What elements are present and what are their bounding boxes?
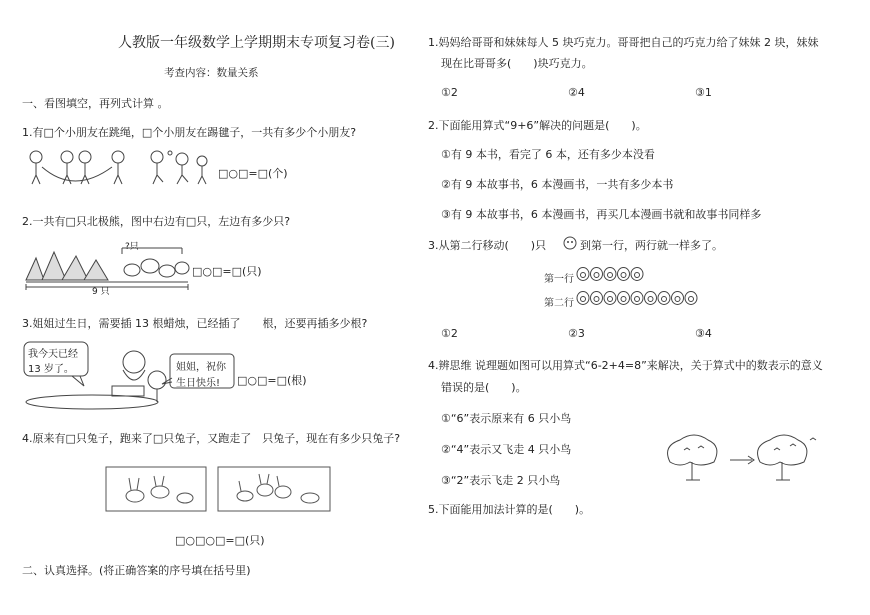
right-q3-option-1: ①2 [441,327,458,340]
right-q2-option-1: ①有 9 本书，看完了 6 本，还有多少本没看 [441,148,655,161]
left-q3-text: 3.姐姐过生日，需要插 13 根蜡烛，已经插了 根，还要再插多少根? [22,317,368,330]
speech-bubble-left-line1: 我今天已经 [28,349,78,360]
trees-birds-image [660,432,820,484]
left-q2-equation: □○□=□(只) [192,265,262,278]
sheep-icon [577,268,589,281]
right-q4-line1: 4.辨思维 说理题如图可以用算式“6-2+4=8”来解决，关于算式中的数表示的意义 [428,359,823,372]
right-q4-option-2: ②“4”表示又飞走 4 只小鸟 [441,443,572,456]
row-1-label: 第一行 [544,274,574,285]
rabbits-image [105,466,333,514]
sheep-icon [672,292,684,305]
sheep-icon [685,292,697,305]
right-q5-text: 5.下面能用加法计算的是( )。 [428,503,591,516]
sheep-icon [631,292,643,305]
sheep-icon [591,292,603,305]
sheep-icon [591,268,603,281]
right-q2-option-3: ③有 9 本故事书，6 本漫画书，再买几本漫画书就和故事书同样多 [441,208,762,221]
sheep-icon [604,268,616,281]
sheep-icon [618,268,630,281]
left-q3-equation: □○□=□(根) [237,374,307,387]
left-q4-equation: □○□○□=□(只) [175,534,265,547]
right-q1-option-2: ②4 [568,86,585,99]
sheep-icon [658,292,670,305]
sheep-icon [562,235,578,251]
section-1-heading: 一、看图填空，再列式计算 。 [22,97,169,110]
right-q4-option-3: ③“2”表示飞走 2 只小鸟 [441,474,561,487]
left-q1-equation: □○□=□(个) [218,167,288,180]
sheep-icon [577,292,589,305]
right-q1-option-3: ③1 [695,86,712,99]
right-q4-line2: 错误的是( )。 [441,381,527,394]
right-q2-text: 2.下面能用算式“9+6”解决的问题是( )。 [428,119,647,132]
section-2-heading: 二、认真选择。(将正确答案的序号填在括号里) [22,564,251,577]
sheep-icon [604,292,616,305]
left-q2-text: 2.一共有□只北极熊，图中右边有□只，左边有多少只? [22,215,291,228]
right-q1-option-1: ①2 [441,86,458,99]
right-q2-option-2: ②有 9 本故事书，6 本漫画书，一共有多少本书 [441,178,674,191]
page-title: 人教版一年级数学上学期期末专项复习卷(三) [118,35,395,51]
right-q3-text-a: 3.从第二行移动( )只 [428,239,547,252]
left-q1-text: 1.有□个小朋友在跳绳，□个小朋友在踢毽子，一共有多少个小朋友? [22,126,357,139]
sheep-icon [631,268,643,281]
right-q1-line1: 1.妈妈给哥哥和妹妹每人 5 块巧克力。哥哥把自己的巧克力给了妹妹 2 块，妹妹 [428,36,819,49]
right-q1-line2: 现在比哥哥多( )块巧克力。 [441,57,593,70]
speech-bubble-right-line1: 姐姐，祝你 [176,362,226,373]
sheep-icon [618,292,630,305]
right-q3-option-3: ③4 [695,327,712,340]
row-2-label: 第二行 [544,298,574,309]
right-q4-option-1: ①“6”表示原来有 6 只小鸟 [441,412,572,425]
right-q3-text-b: 到第一行，两行就一样多了。 [580,239,723,252]
page-subtitle: 考查内容：数量关系 [164,67,259,79]
polar-bear-unknown-label: ?只 [125,242,139,252]
sheep-icon [645,292,657,305]
right-q3-option-2: ②3 [568,327,585,340]
left-q4-text: 4.原来有□只兔子，跑来了□只兔子，又跑走了 只兔子，现在有多少只兔子? [22,432,401,445]
sheep-rows-image [576,266,706,310]
speech-bubble-right-line2: 生日快乐! [176,378,221,389]
jump-rope-kids-image [22,147,212,187]
speech-bubble-left-line2: 13 岁了。 [28,364,74,375]
polar-bear-total-label: 9 只 [92,287,110,297]
